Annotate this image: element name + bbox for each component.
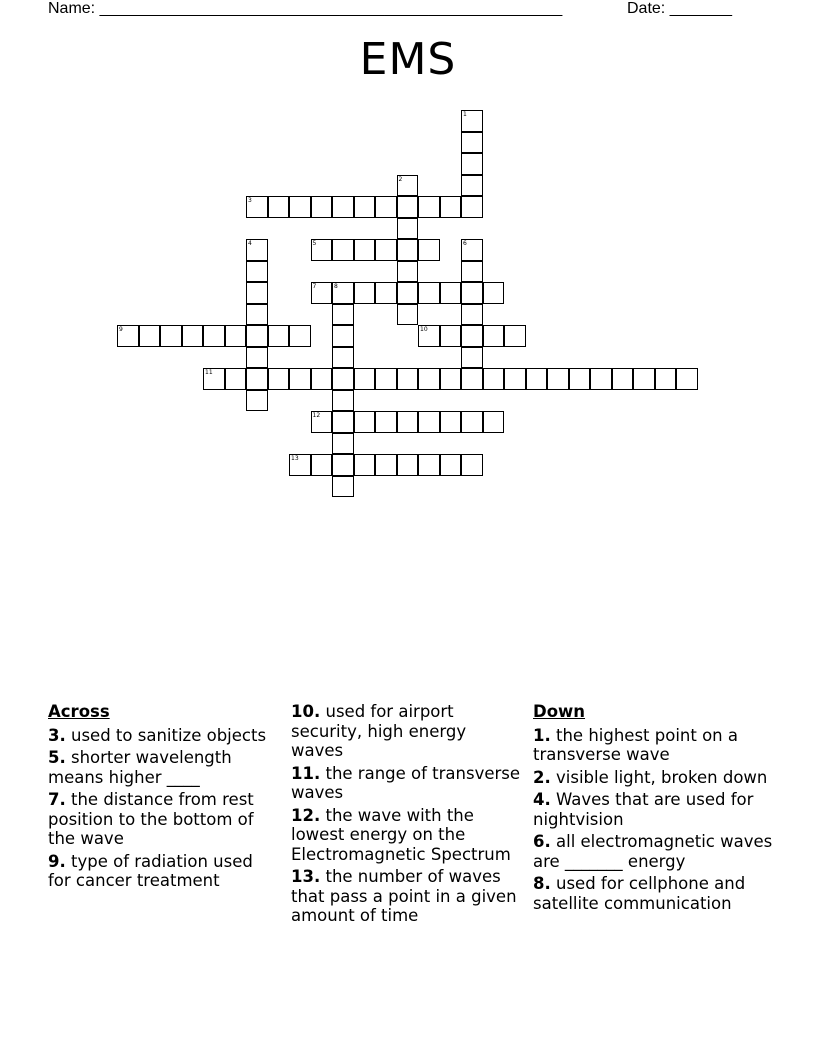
grid-cell[interactable]	[332, 433, 354, 455]
grid-cell[interactable]	[461, 239, 483, 261]
grid-cell[interactable]	[547, 368, 569, 390]
grid-cell[interactable]	[246, 196, 268, 218]
grid-cell[interactable]	[225, 325, 247, 347]
grid-cell[interactable]	[418, 411, 440, 433]
crossword-grid	[0, 0, 816, 520]
grid-cell[interactable]	[397, 411, 419, 433]
grid-cell[interactable]	[311, 282, 333, 304]
grid-cell[interactable]	[289, 368, 311, 390]
grid-cell[interactable]	[418, 325, 440, 347]
grid-cell[interactable]	[440, 454, 462, 476]
cell-number-label: 2	[398, 175, 403, 183]
grid-cell[interactable]	[332, 411, 354, 433]
across-heading: Across	[48, 702, 110, 721]
cell-number-label: 5	[312, 240, 317, 247]
grid-cell[interactable]	[397, 196, 419, 218]
grid-cell[interactable]	[461, 196, 483, 218]
grid-cell[interactable]	[375, 454, 397, 476]
grid-cell[interactable]	[461, 110, 483, 132]
grid-cell[interactable]	[332, 239, 354, 261]
grid-cell[interactable]	[397, 454, 419, 476]
clue-down-1: 1. the highest point on a transverse wave	[533, 725, 738, 764]
grid-cell[interactable]	[461, 411, 483, 433]
grid-cell[interactable]	[375, 196, 397, 218]
grid-cell[interactable]	[289, 196, 311, 218]
clue-down-2: 2. visible light, broken down	[533, 767, 768, 787]
grid-cell[interactable]	[332, 196, 354, 218]
grid-cell[interactable]	[354, 411, 376, 433]
grid-cell[interactable]	[354, 454, 376, 476]
grid-cell[interactable]	[332, 390, 354, 412]
cell-number-label: 6	[463, 240, 467, 247]
grid-cell[interactable]	[375, 239, 397, 261]
grid-cell[interactable]	[246, 325, 268, 347]
grid-cell[interactable]	[332, 282, 354, 304]
grid-cell[interactable]	[203, 368, 225, 390]
grid-cell[interactable]	[246, 261, 268, 283]
grid-cell[interactable]	[268, 196, 290, 218]
grid-cell[interactable]	[418, 196, 440, 218]
grid-cell[interactable]	[160, 325, 182, 347]
grid-cell[interactable]	[375, 368, 397, 390]
date-field-label: Date: _______	[627, 0, 732, 17]
clue-across-10: 10. used for airport security, high energy waves	[291, 702, 467, 760]
grid-cell[interactable]	[182, 325, 204, 347]
cell-number-label: 9	[119, 326, 123, 333]
grid-cell[interactable]	[117, 325, 139, 347]
cell-number-label: 8	[334, 283, 338, 290]
clue-across-3: 3. used to sanitize objects	[48, 725, 267, 745]
grid-cell[interactable]	[311, 454, 333, 476]
grid-cell[interactable]	[332, 454, 354, 476]
grid-cell[interactable]	[246, 390, 268, 412]
grid-cell[interactable]	[633, 368, 655, 390]
cell-number-label: 11	[205, 369, 213, 376]
grid-cell[interactable]	[483, 325, 505, 347]
grid-cell[interactable]	[612, 368, 634, 390]
grid-cell[interactable]	[569, 368, 591, 390]
grid-cell[interactable]	[440, 368, 462, 390]
cell-number-label: 13	[291, 455, 299, 462]
clue-across-12: 12. the wave with the lowest energy on the Electromagnetic Spectrum	[291, 805, 511, 864]
grid-cell[interactable]	[354, 282, 376, 304]
grid-cell[interactable]	[311, 196, 333, 218]
grid-cell[interactable]	[397, 368, 419, 390]
grid-cell[interactable]	[483, 411, 505, 433]
grid-cell[interactable]	[354, 368, 376, 390]
clue-across-7: 7. the distance from rest position to the bottom of the wave	[48, 790, 254, 848]
grid-cell[interactable]	[461, 175, 483, 197]
across-clues-column-1	[48, 702, 278, 894]
clue-across-5: 5. shorter wavelength means higher ____	[48, 748, 232, 787]
grid-cell[interactable]	[461, 325, 483, 347]
grid-cell[interactable]	[246, 239, 268, 261]
grid-cell[interactable]	[311, 368, 333, 390]
grid-cell[interactable]	[332, 368, 354, 390]
cell-number-label: 3	[248, 197, 252, 204]
grid-cell[interactable]	[440, 282, 462, 304]
grid-cell[interactable]	[418, 239, 440, 261]
grid-cell[interactable]	[440, 411, 462, 433]
clue-across-11: 11. the range of transverse waves	[291, 763, 521, 802]
grid-cell[interactable]	[203, 325, 225, 347]
clue-across-9: 9. type of radiation used for cancer treatment	[48, 851, 253, 890]
grid-cell[interactable]	[590, 368, 612, 390]
grid-cell[interactable]	[526, 368, 548, 390]
cell-number-label: 12	[312, 412, 321, 419]
cell-number-label: 4	[248, 240, 252, 247]
down-heading: Down	[533, 702, 586, 721]
grid-cell[interactable]	[483, 282, 505, 304]
grid-cell[interactable]	[375, 282, 397, 304]
grid-cell[interactable]	[461, 304, 483, 326]
grid-cell[interactable]	[461, 261, 483, 283]
grid-cell[interactable]	[246, 304, 268, 326]
grid-cell[interactable]	[397, 239, 419, 261]
clue-across-13: 13. the number of waves that pass a point in a given amount of time	[291, 867, 517, 925]
grid-cell[interactable]	[397, 282, 419, 304]
grid-cell[interactable]	[225, 368, 247, 390]
clue-down-8: 8. used for cellphone and satellite communication	[533, 874, 746, 913]
grid-cell[interactable]	[440, 196, 462, 218]
grid-cell[interactable]	[246, 368, 268, 390]
grid-cell[interactable]	[461, 454, 483, 476]
cell-number-label: 7	[312, 283, 317, 290]
cell-number-label: 1	[463, 111, 467, 118]
grid-cell[interactable]	[332, 476, 354, 498]
grid-cell[interactable]	[246, 282, 268, 304]
clue-down-4: 4. Waves that are used for nightvision	[533, 790, 754, 829]
grid-cell[interactable]	[440, 325, 462, 347]
grid-cell[interactable]	[332, 325, 354, 347]
grid-cell[interactable]	[504, 368, 526, 390]
page-title: EMS	[359, 34, 457, 85]
grid-cell[interactable]	[461, 153, 483, 175]
grid-cell[interactable]	[139, 325, 161, 347]
grid-cell[interactable]	[375, 411, 397, 433]
grid-cell[interactable]	[461, 132, 483, 154]
grid-cell[interactable]	[676, 368, 698, 390]
down-clues-column	[533, 702, 773, 916]
grid-cell[interactable]	[504, 325, 526, 347]
name-field-label: Name: ____________________________________________________	[48, 0, 563, 17]
grid-cell[interactable]	[354, 196, 376, 218]
grid-cell[interactable]	[354, 239, 376, 261]
grid-cell[interactable]	[655, 368, 677, 390]
grid-cell[interactable]	[418, 368, 440, 390]
grid-cell[interactable]	[397, 175, 419, 197]
grid-cell[interactable]	[461, 368, 483, 390]
grid-cell[interactable]	[332, 347, 354, 369]
grid-cell[interactable]	[268, 325, 290, 347]
grid-cell[interactable]	[289, 325, 311, 347]
grid-cell[interactable]	[332, 304, 354, 326]
grid-cell[interactable]	[268, 368, 290, 390]
grid-cell[interactable]	[461, 282, 483, 304]
clue-down-6: 6. all electromagnetic waves are _______ energy	[533, 832, 773, 871]
cell-number-label: 10	[420, 326, 428, 333]
grid-cell[interactable]	[461, 347, 483, 369]
grid-cell[interactable]	[289, 454, 311, 476]
grid-cell[interactable]	[418, 282, 440, 304]
across-clues-column-2	[291, 702, 521, 929]
grid-cell[interactable]	[397, 261, 419, 283]
grid-cell[interactable]	[483, 368, 505, 390]
grid-cell[interactable]	[418, 454, 440, 476]
grid-cell[interactable]	[397, 218, 419, 240]
grid-cell[interactable]	[246, 347, 268, 369]
grid-cell[interactable]	[311, 239, 333, 261]
grid-cell[interactable]	[397, 304, 419, 326]
grid-cell[interactable]	[311, 411, 333, 433]
